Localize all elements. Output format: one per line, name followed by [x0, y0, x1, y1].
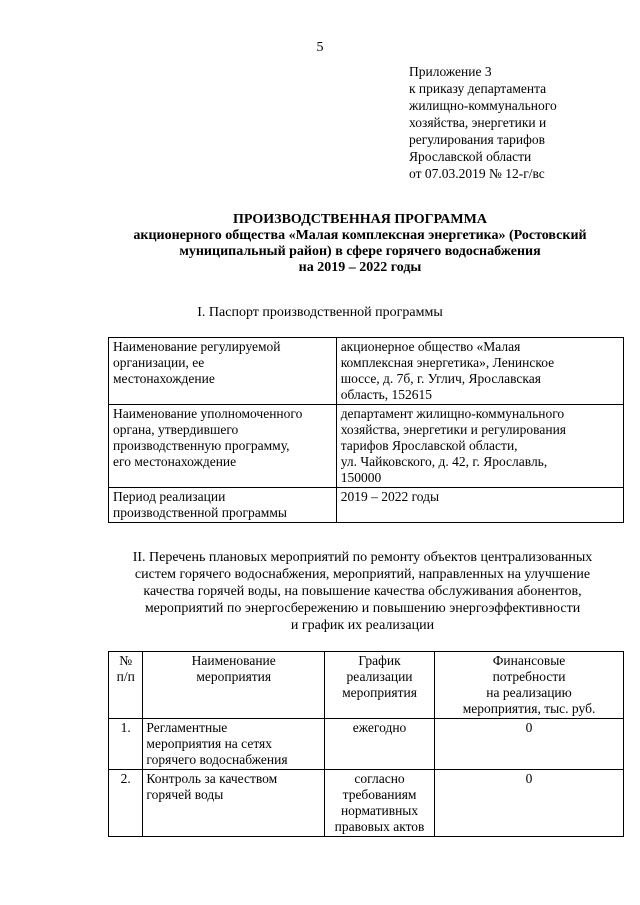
table-header-row	[109, 652, 624, 719]
column-header-schedule	[325, 652, 435, 719]
cell-line: График	[358, 653, 401, 668]
heading-line: и график их реализации	[290, 618, 435, 633]
cell-line: департамент жилищно-коммунального	[340, 406, 565, 421]
appendix-line: жилищно-коммунального	[409, 98, 557, 113]
appendix-line: Ярославской области	[409, 149, 532, 164]
appendix-line: Приложение 3	[409, 64, 492, 79]
cell-line: 2019 – 2022 годы	[340, 489, 440, 504]
title-line: ПРОИЗВОДСТВЕННАЯ ПРОГРАММА	[233, 212, 487, 227]
row-schedule-cell	[325, 719, 435, 770]
cell-line: правовых актов	[334, 819, 425, 834]
column-header-number	[109, 652, 143, 719]
cell-line: Контроль за качеством	[146, 771, 278, 786]
row-number-cell: 2.	[109, 770, 143, 837]
passport-value-cell	[336, 338, 623, 405]
heading-line: качества горячей воды, на повышение качества обслуживания абонентов,	[143, 584, 582, 599]
row-name-cell	[143, 770, 325, 837]
appendix-line: к приказу департамента	[409, 81, 547, 96]
table-row	[109, 338, 624, 405]
cell-line: №	[119, 653, 133, 668]
document-title	[95, 212, 625, 276]
row-cost-cell: 0	[435, 770, 624, 837]
cell-line: согласно	[354, 771, 405, 786]
cell-line: мероприятия на сетях	[146, 736, 272, 751]
row-name-cell	[143, 719, 325, 770]
cell-line: Наименование	[191, 653, 276, 668]
table-row	[109, 488, 624, 523]
cell-line: мероприятия	[342, 685, 417, 700]
appendix-line: регулирования тарифов	[409, 132, 546, 147]
cell-line: 150000	[340, 470, 382, 485]
page-number: 5	[316, 40, 324, 55]
cell-line: область, 152615	[340, 387, 432, 402]
cell-line: мероприятия, тыс. руб.	[462, 701, 596, 716]
cell-line: производственной программы	[113, 505, 287, 520]
appendix-line: от 07.03.2019 № 12-г/вс	[409, 166, 545, 181]
section2-heading	[95, 549, 630, 634]
cell-line: на реализацию	[486, 685, 572, 700]
column-header-name	[143, 652, 325, 719]
cell-line: ежегодно	[352, 720, 407, 735]
cell-line: шоссе, д. 7б, г. Углич, Ярославская	[340, 371, 541, 386]
heading-line: систем горячего водоснабжения, мероприятий, направленных на улучшение	[134, 567, 591, 582]
cell-line: его местонахождение	[113, 454, 237, 469]
cell-line: хозяйства, энергетики и регулирования	[340, 422, 567, 437]
cell-line: комплексная энергетика», Ленинское	[340, 355, 555, 370]
passport-label-cell	[109, 338, 337, 405]
cell-line: местонахождение	[113, 371, 215, 386]
section1-heading: I. Паспорт производственной программы	[197, 305, 443, 320]
cell-line: Регламентные	[146, 720, 228, 735]
cell-line: Наименование уполномоченного	[113, 406, 303, 421]
heading-line: II. Перечень плановых мероприятий по ремонту объектов централизованных	[132, 550, 593, 565]
table-row	[109, 719, 624, 770]
cell-line: п/п	[116, 669, 135, 684]
cell-line: нормативных	[340, 803, 419, 818]
passport-value-cell	[336, 488, 623, 523]
passport-value-cell	[336, 405, 623, 488]
row-cost-cell: 0	[435, 719, 624, 770]
column-header-cost	[435, 652, 624, 719]
cell-line: реализации	[346, 669, 413, 684]
passport-label-cell	[109, 405, 337, 488]
table-row	[109, 405, 624, 488]
appendix-block	[409, 63, 634, 182]
passport-table	[108, 337, 624, 523]
appendix-line: хозяйства, энергетики и	[409, 115, 547, 130]
cell-line: Наименование регулируемой	[113, 339, 281, 354]
row-schedule-cell	[325, 770, 435, 837]
title-line: муниципальный район) в сфере горячего водоснабжения	[179, 244, 541, 259]
cell-line: потребности	[492, 669, 566, 684]
cell-line: органа, утвердившего	[113, 422, 239, 437]
cell-line: производственную программу,	[113, 438, 290, 453]
cell-line: Период реализации	[113, 489, 226, 504]
cell-line: акционерное общество «Малая	[340, 339, 521, 354]
cell-line: горячей воды	[146, 787, 224, 802]
cell-line: Финансовые	[492, 653, 566, 668]
passport-label-cell	[109, 488, 337, 523]
title-line: на 2019 – 2022 годы	[298, 260, 422, 275]
cell-line: тарифов Ярославской области,	[340, 438, 518, 453]
title-line: акционерного общества «Малая комплексная энергетика» (Ростовский	[133, 228, 587, 243]
cell-line: организации, ее	[113, 355, 205, 370]
cell-line: требованиям	[342, 787, 417, 802]
cell-line: ул. Чайковского, д. 42, г. Ярославль,	[340, 454, 548, 469]
cell-line: мероприятия	[196, 669, 272, 684]
table-row	[109, 770, 624, 837]
measures-table	[108, 651, 624, 837]
heading-line: мероприятий по энергосбережению и повышению энергоэффективности	[144, 601, 581, 616]
row-number-cell: 1.	[109, 719, 143, 770]
cell-line: горячего водоснабжения	[146, 752, 288, 767]
